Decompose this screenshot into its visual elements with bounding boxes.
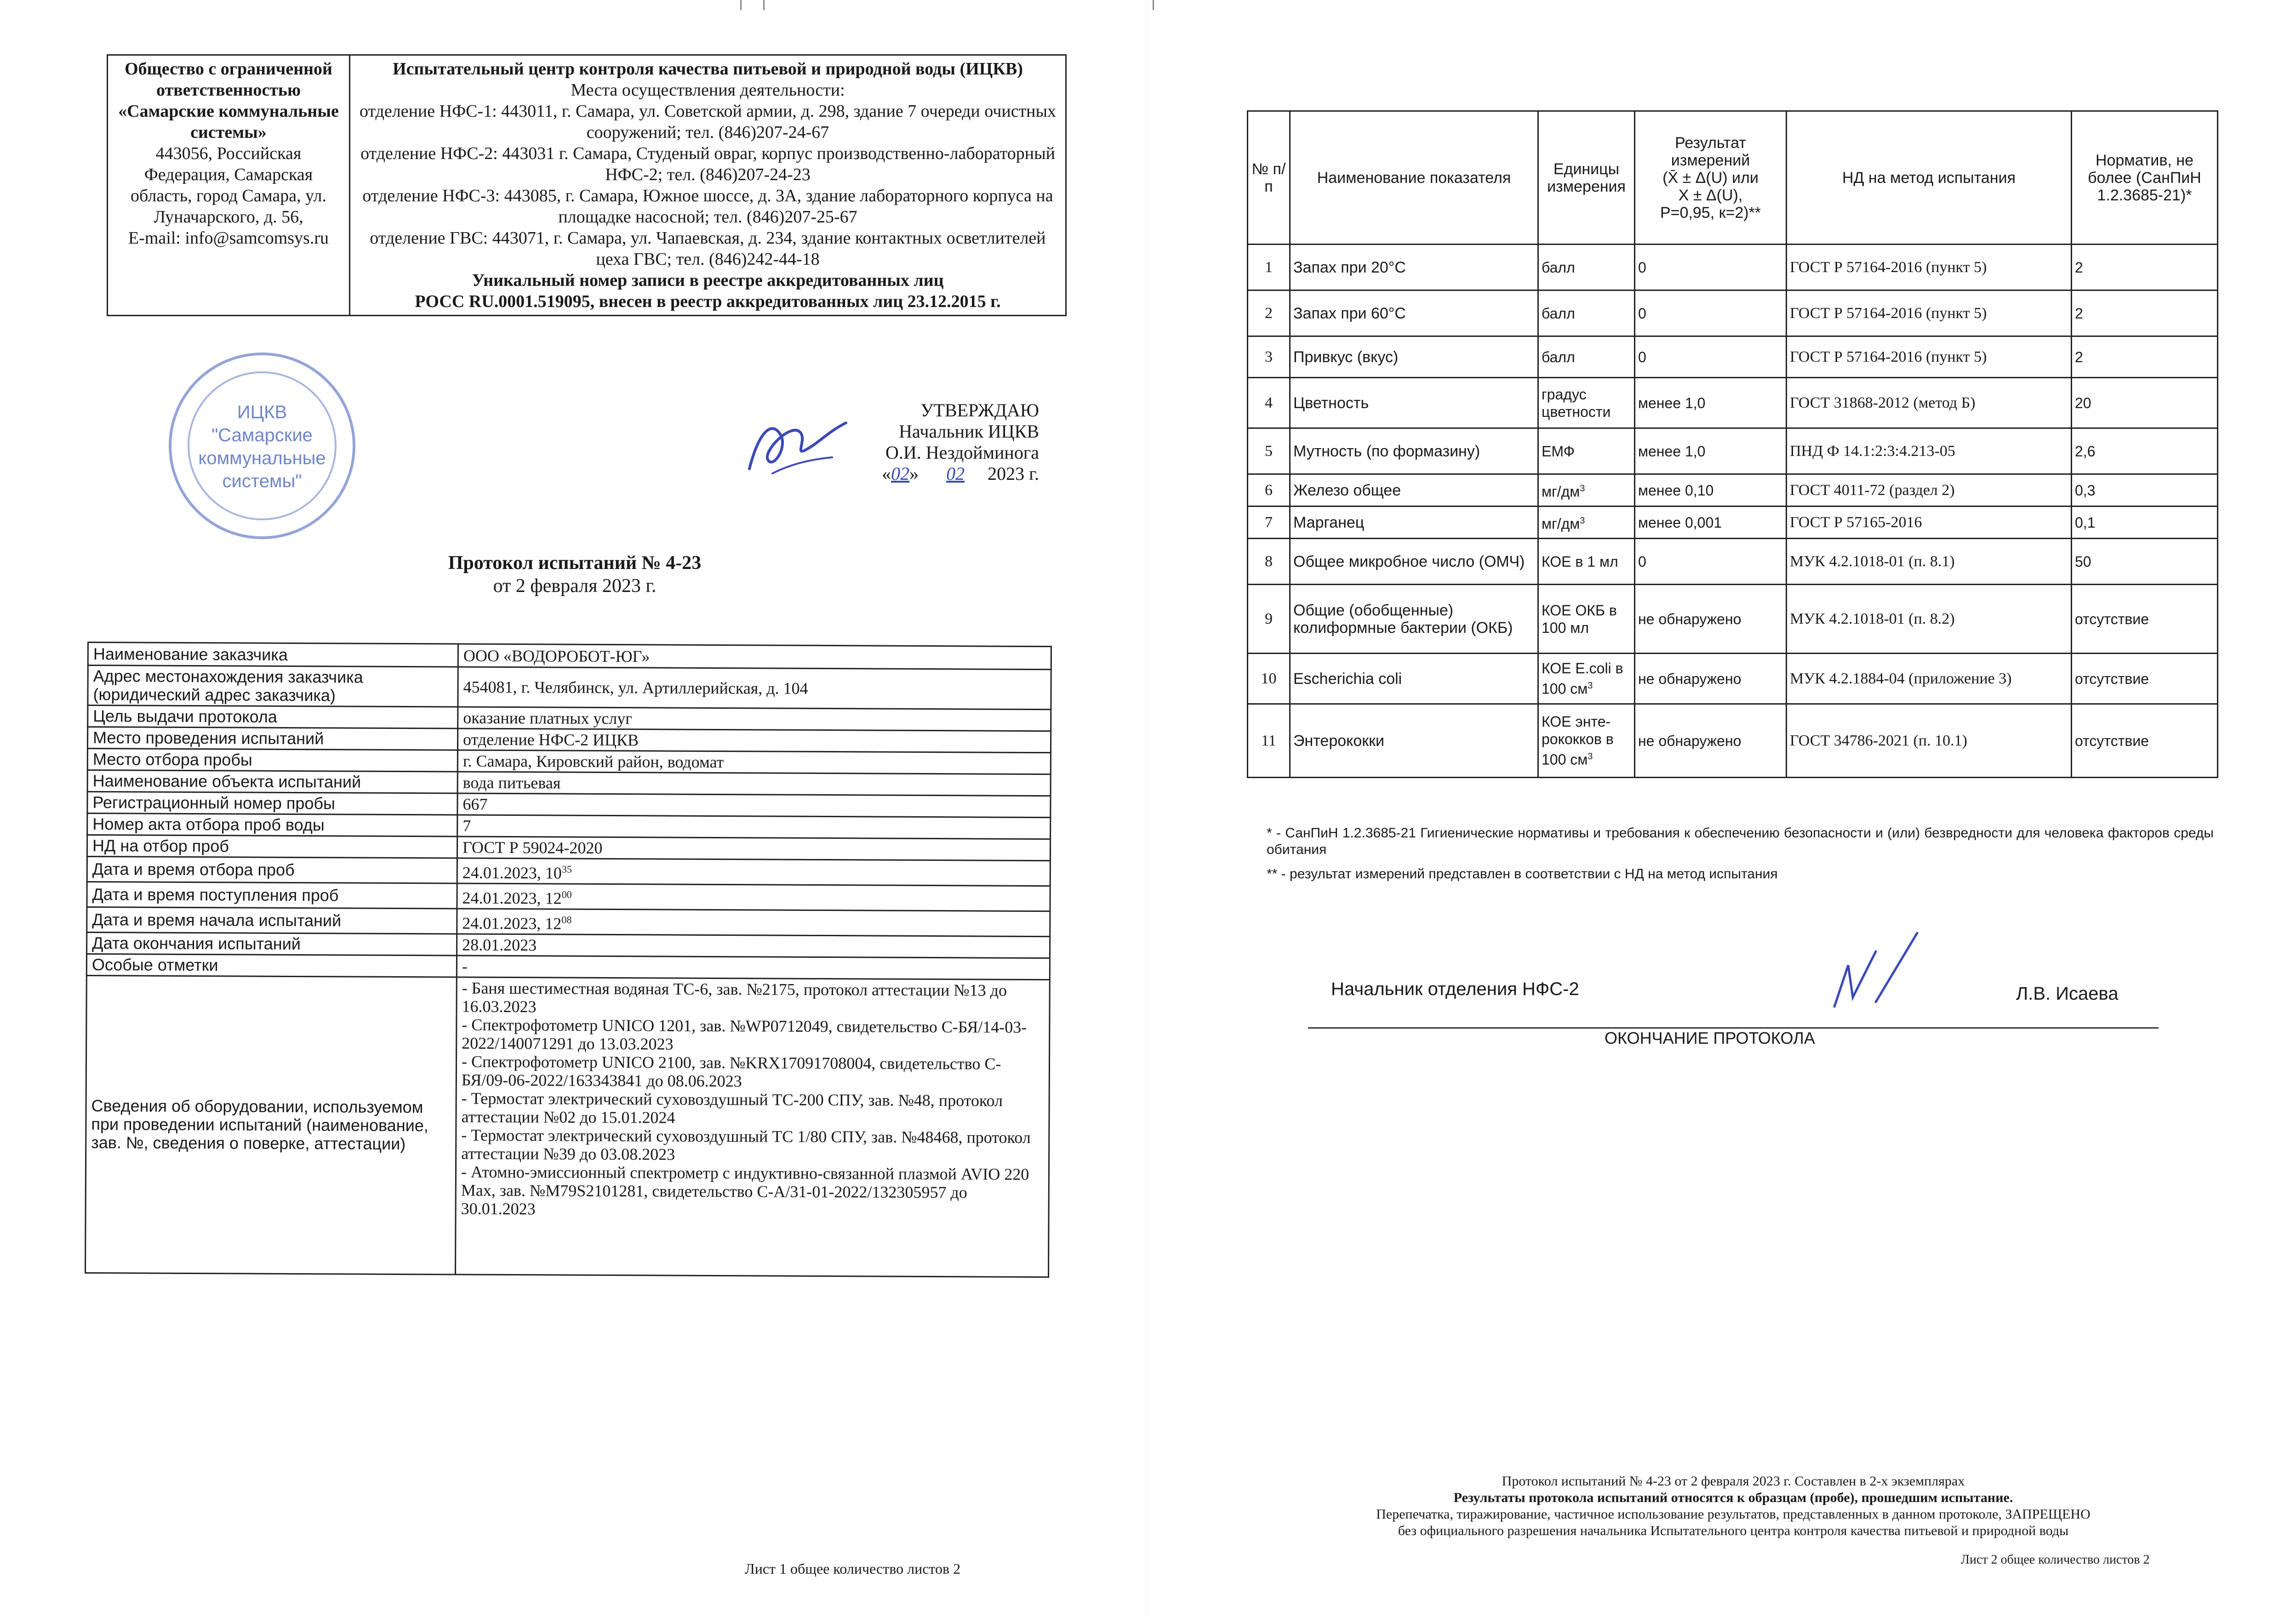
result-norm [2072,585,2218,654]
result-num [1248,336,1290,378]
org-cell [108,55,350,316]
customer-row-value [458,707,1051,731]
result-unit-text: градус цветности [1542,386,1611,420]
customer-row-value-text: 667 [463,795,488,814]
chief-name: Л.В. Исаева [2016,984,2119,1004]
result-name [1290,585,1538,654]
approve-year: 2023 г. [988,463,1039,484]
customer-row [88,666,1051,710]
result-num-text: 7 [1265,513,1273,531]
result-method-text: ГОСТ 4011-72 (раздел 2) [1790,481,1955,499]
approve-word: УТВЕРЖДАЮ [920,400,1039,421]
result-method-text: ГОСТ Р 57164-2016 (пункт 5) [1790,304,1987,322]
customer-row-value [457,815,1051,839]
result-method [1787,290,2072,336]
result-unit [1538,378,1635,428]
page-2 [1148,0,2296,1616]
result-method [1787,474,2072,506]
stamp-line-4: системы" [222,471,302,491]
result-value [1635,290,1787,336]
result-value [1635,336,1787,378]
result-method [1787,704,2072,778]
result-method-text: ГОСТ 34786-2021 (п. 10.1) [1790,732,1967,749]
result-num-text: 9 [1265,610,1273,627]
result-name [1290,539,1538,585]
unit-exponent: 3 [1580,516,1585,526]
result-value-text: не обнаружено [1638,732,1742,749]
col-header-method: НД на метод испытания [1787,111,2072,245]
result-name [1290,245,1538,290]
customer-row-value-text: 28.01.2023 [462,935,537,955]
sheet-counter: Лист 2 общее количество листов 2 [1961,1553,2150,1567]
time-minutes: 35 [561,863,572,875]
result-norm [2072,245,2218,290]
result-norm-text: 2 [2075,348,2083,365]
dept-nfs2: отделение НФС-2: 443031 г. Самара, Студеный овраг, корпус производственно-лабораторный НФС-2; тел. (846)207-24-23 [360,144,1055,184]
customer-row-label: Номер акта отбора проб воды [87,814,457,837]
result-num-text: 3 [1265,348,1273,365]
result-norm-text: 20 [2075,394,2091,411]
result-unit-text: КОЕ ОКБ в 100 мл [1542,602,1617,636]
col-header-unit: Единицы измерения [1538,111,1635,245]
result-header-formula-1: (X̄ ± Δ(U) или [1662,169,1759,187]
approve-date: «02» 02 2023 г. [882,463,1039,484]
result-num-text: 11 [1261,732,1276,749]
customer-row-value-text: ООО «ВОДОРОБОТ-ЮГ» [463,646,650,666]
customer-row-label: Цель выдачи протокола [88,706,458,729]
customer-row-value-text: 454081, г. Челябинск, ул. Артиллерийская, д. 104 [463,677,808,698]
customer-row-value-text: 7 [463,816,471,835]
result-name-text: Общее микробное число (ОМЧ) [1293,552,1525,570]
notice-line-2: Результаты протокола испытаний относятся к образцам (пробе), прошедшим испытание. [1453,1490,2013,1505]
approve-month: 02 [946,463,965,484]
result-header-formula-2: X ± Δ(U), [1678,186,1743,204]
result-unit-text: мг/дм [1542,515,1580,532]
result-method-text: ГОСТ 31868-2012 (метод Б) [1790,394,1976,411]
customer-row-value-text: г. Самара, Кировский район, водомат [463,751,724,772]
result-name [1290,654,1538,704]
dept-gvs: отделение ГВС: 443071, г. Самара, ул. Чапаевская, д. 234, здание контактных осветлителей цеха ГВС; тел. (846)242-44-18 [370,228,1046,269]
result-norm [2072,290,2218,336]
result-row [1248,290,2218,336]
result-method-text: МУК 4.2.1018-01 (п. 8.2) [1790,610,1955,627]
result-method [1787,539,2072,585]
result-row [1248,704,2218,778]
result-header-formula-3: P=0,95, к=2)** [1660,204,1761,222]
customer-row-value [457,750,1051,774]
stamp-line-3: коммунальные [198,448,326,468]
customer-row-label: Дата и время поступления проб [87,882,457,909]
result-name-text: Марганец [1293,513,1365,531]
customer-table [85,642,1052,1278]
customer-row-value-text: вода питьевая [463,773,561,792]
result-name-text: Запах при 20°С [1293,258,1406,276]
chief-title: Начальник отделения НФС-2 [1331,979,1579,999]
org-stamp [166,349,359,542]
result-value-text: 0 [1638,553,1646,570]
result-unit [1538,506,1635,539]
dept-nfs1: отделение НФС-1: 443011, г. Самара, ул. Советской армии, д. 298, здание 7 очереди очистных сооружений; тел. (846)207-24-67 [359,102,1057,142]
unit-exponent: 3 [1580,484,1585,494]
header-table [107,54,1067,316]
result-unit [1538,474,1635,506]
result-unit [1538,539,1635,585]
result-num [1248,585,1290,654]
unit-exponent: 3 [1588,681,1593,691]
result-num-text: 4 [1265,394,1273,411]
result-method [1787,654,2072,704]
customer-row-value [457,934,1050,958]
result-method [1787,506,2072,539]
result-name-text: Привкус (вкус) [1293,348,1399,366]
customer-row-value-text: 24.01.2023, 12 [462,914,562,933]
equipment-row [86,975,1050,1277]
customer-row [87,857,1050,886]
protocol-title: Протокол испытаний № 4-23 [448,552,702,574]
result-row [1248,336,2218,378]
result-value-text: 0 [1638,259,1646,276]
result-name-text: Мутность (по формазину) [1293,442,1480,460]
result-row [1248,654,2218,704]
approve-day: 02 [891,463,910,484]
result-norm [2072,378,2218,428]
result-value [1635,704,1787,778]
result-value [1635,428,1787,474]
result-method [1787,378,2072,428]
result-name [1290,290,1538,336]
result-num [1248,378,1290,428]
result-name [1290,378,1538,428]
result-num [1248,539,1290,585]
result-row [1248,585,2218,654]
result-unit-text: балл [1542,259,1575,276]
customer-row [88,643,1051,670]
result-norm-text: 2 [2075,259,2083,276]
equipment-item: - Баня шестиместная водяная ТС-6, зав. №2175, протокол аттестации №13 до 16.03.2023 [462,979,1007,1016]
bottom-notice [1251,1473,2216,1539]
customer-row-label: Дата окончания испытаний [87,933,457,956]
result-method-text: МУК 4.2.1018-01 (п. 8.1) [1790,552,1955,570]
result-num-text: 6 [1265,481,1273,499]
result-num [1248,290,1290,336]
customer-row-label: Место проведения испытаний [87,727,457,751]
result-unit [1538,654,1635,704]
customer-row-label: Адрес местонахождения заказчика (юридический адрес заказчика) [88,666,458,707]
result-row [1248,474,2218,506]
customer-row-value [457,909,1050,937]
result-name [1290,428,1538,474]
customer-row-value-text: отделение НФС-2 ИЦКВ [463,730,639,750]
result-norm-text: 0,1 [2075,514,2096,531]
customer-row-value-text: 24.01.2023, 10 [462,863,562,882]
unit-exponent: 3 [1588,751,1593,762]
result-num-text: 8 [1265,552,1273,570]
result-name [1290,704,1538,778]
result-num [1248,245,1290,290]
protocol-title-block [322,552,828,597]
equipment-list [455,977,1050,1277]
result-num [1248,704,1290,778]
customer-row-label: Особые отметки [86,954,457,978]
equipment-label: Сведения об оборудовании, используемом при проведении испытаний (наименование, зав. №, сведения о поверке, аттестации) [86,975,457,1275]
scan-mark [763,0,765,10]
scan-mark [740,0,742,10]
result-value [1635,245,1787,290]
result-method [1787,245,2072,290]
result-num-text: 10 [1261,670,1277,687]
result-value [1635,474,1787,506]
result-num [1248,428,1290,474]
customer-row-value [457,793,1051,818]
result-num-text: 5 [1265,442,1273,460]
customer-row-label: Место отбора пробы [87,749,457,772]
result-name-text: Общие (обобщенные) колиформные бактерии (ОКБ) [1293,601,1513,637]
customer-row-value [457,956,1050,980]
result-row [1248,539,2218,585]
customer-row-value [458,667,1051,710]
accreditation-number: РОСС RU.0001.519095, внесен в реестр аккредитованных лиц 23.12.2015 г. [415,292,1001,311]
notice-line-4: без официального разрешения начальника Испытательного центра контроля качества питьевой и природной воды [1398,1523,2069,1538]
result-unit-text: балл [1542,348,1575,365]
result-norm-text: отсутствие [2075,732,2149,749]
col-header-norm: Норматив, не более (СанПиН 1.2.3685-21)* [2072,111,2218,245]
result-norm-text: 2 [2075,305,2083,322]
result-norm-text: отсутствие [2075,610,2149,627]
customer-row-value [457,883,1050,911]
result-norm [2072,428,2218,474]
end-of-protocol: ОКОНЧАНИЕ ПРОТОКОЛА [1605,1029,1815,1047]
footnote-sanpin: * - СанПиН 1.2.3685-21 Гигиенические нормативы и требования к обеспечению безопасности и (или) безвредности для человека факторов среды обитания [1267,825,2214,857]
customer-row-value [457,772,1051,796]
org-address: 443056, Российская Федерация, Самарская область, город Самара, ул. Луначарского, д. 56, [131,144,326,227]
result-value [1635,585,1787,654]
result-unit-text: балл [1542,305,1575,322]
result-header-title: Результат измерений [1671,134,1750,169]
chief-signature [1821,924,1931,1016]
result-unit-text: КОЕ в 1 мл [1542,553,1618,570]
result-norm [2072,704,2218,778]
result-unit-text: КОЕ E.coli в 100 см [1542,660,1623,697]
result-unit [1538,428,1635,474]
result-value-text: не обнаружено [1638,610,1742,627]
lab-title: Испытательный центр контроля качества питьевой и природной воды (ИЦКВ) [393,59,1023,79]
results-table [1247,110,2218,778]
result-row [1248,378,2218,428]
result-num [1248,654,1290,704]
result-num [1248,474,1290,506]
result-value-text: менее 1,0 [1638,394,1706,411]
time-minutes: 00 [561,888,572,900]
dept-nfs3: отделение НФС-3: 443085, г. Самара, Южное шоссе, д. 3А, здание лабораторного корпуса на площадке насосной; тел. (846)207-25-67 [362,186,1053,227]
result-name [1290,506,1538,539]
customer-row [87,907,1050,937]
customer-row-label: Регистрационный номер пробы [87,792,457,815]
result-name-text: Escherichia coli [1293,670,1402,688]
result-method-text: ГОСТ Р 57165-2016 [1790,513,1922,531]
scan-mark [1153,0,1154,10]
result-method-text: МУК 4.2.1884-04 (приложение 3) [1790,670,2012,687]
equipment-item: - Спектрофотометр UNICO 1201, зав. №WP0712049, свидетельство С-БЯ/14-03-2022/140071291 до 13.03.2023 [462,1015,1027,1053]
result-value [1635,654,1787,704]
equipment-item: - Спектрофотометр UNICO 2100, зав. №KRX17091708004, свидетельство С-БЯ/09-06-2022/163343841 до 08.06.2023 [461,1052,1001,1091]
notice-line-1: Протокол испытаний № 4-23 от 2 февраля 2023 г. Составлен в 2-х экземплярах [1502,1474,1965,1489]
customer-row-value-text: оказание платных услуг [463,708,633,728]
org-email: E-mail: info@samcomsys.ru [128,228,329,248]
result-norm-text: отсутствие [2075,670,2149,687]
result-value-text: не обнаружено [1638,670,1742,687]
result-value-text: 0 [1638,305,1646,322]
result-method [1787,585,2072,654]
result-name-text: Энтерококки [1293,732,1385,750]
footnote-result: ** - результат измерений представлен в соответствии с НД на метод испытания [1267,866,1778,882]
result-value-text: менее 1,0 [1638,443,1706,460]
result-row [1248,245,2218,290]
result-name [1290,336,1538,378]
result-row [1248,428,2218,474]
result-value [1635,506,1787,539]
result-norm [2072,336,2218,378]
customer-row [87,882,1050,911]
result-value-text: менее 0,10 [1638,482,1714,499]
result-unit [1538,290,1635,336]
result-value [1635,378,1787,428]
result-unit [1538,704,1635,778]
result-norm [2072,654,2218,704]
result-norm-text: 0,3 [2075,482,2096,499]
customer-row-value-text: 24.01.2023, 12 [462,888,562,908]
result-num-text: 1 [1265,258,1273,276]
result-value-text: менее 0,001 [1638,514,1722,531]
col-header-num: № п/п [1248,111,1290,245]
customer-row-value [458,644,1051,670]
result-unit [1538,336,1635,378]
result-norm-text: 2,6 [2075,443,2096,460]
result-value-text: 0 [1638,348,1646,365]
result-method-text: ГОСТ Р 57164-2016 (пункт 5) [1790,348,1987,365]
approval-block [690,400,1039,484]
customer-row-label: Наименование объекта испытаний [87,770,457,794]
result-method [1787,336,2072,378]
places-heading: Места осуществления деятельности: [571,80,845,100]
result-unit-text: мг/дм [1542,483,1580,500]
customer-row-label: НД на отбор проб [87,835,457,859]
result-norm [2072,539,2218,585]
result-method-text: ГОСТ Р 57164-2016 (пункт 5) [1790,258,1987,276]
result-unit-text: КОЕ энте-рококков в 100 см [1542,713,1614,768]
equipment-item: - Термостат электрический суховоздушный ТС-200 СПУ, зав. №48, протокол аттестации №02 до 15.01.2024 [461,1089,1003,1127]
protocol-date: от 2 февраля 2023 г. [493,575,657,597]
accreditation-heading: Уникальный номер записи в реестре аккредитованных лиц [472,271,944,290]
result-method-text: ПНД Ф 14.1:2:3:4.213-05 [1790,442,1955,460]
customer-row-label: Дата и время начала испытаний [87,907,457,934]
customer-row-value [457,728,1051,753]
approve-name: О.И. Нездойминога [885,442,1039,463]
result-name-text: Запах при 60°С [1293,304,1406,322]
customer-row-value-text: - [462,957,468,976]
equipment-item: - Термостат электрический суховоздушный ТС 1/80 СПУ, зав. №48468, протокол аттестации №39 до 03.08.2023 [461,1126,1031,1164]
sheet-counter: Лист 1 общее количество листов 2 [745,1560,961,1577]
result-norm [2072,474,2218,506]
stamp-line-2: "Самарские [211,425,313,445]
result-name-text: Железо общее [1293,481,1401,499]
lab-cell [350,55,1066,316]
customer-row-value [457,858,1050,886]
notice-line-3: Перепечатка, тиражирование, частичное использование результатов, представленных в данном протоколе, ЗАПРЕЩЕНО [1376,1507,2090,1522]
result-norm-text: 50 [2075,553,2091,570]
customer-row-value [457,836,1050,861]
result-unit [1538,245,1635,290]
result-norm [2072,506,2218,539]
customer-row-value-text: ГОСТ Р 59024-2020 [462,838,603,857]
result-unit-text: ЕМФ [1542,443,1575,460]
result-unit [1538,585,1635,654]
result-name-text: Цветность [1293,394,1369,412]
result-name [1290,474,1538,506]
col-header-name: Наименование показателя [1290,111,1538,245]
col-header-result [1635,111,1787,245]
result-value [1635,539,1787,585]
stamp-line-1: ИЦКВ [237,402,287,422]
customer-row-label: Дата и время отбора проб [87,857,457,884]
org-name: Общество с ограниченной ответственностью «Самарские коммунальные системы» [118,59,339,142]
customer-row-label: Наименование заказчика [88,643,458,667]
equipment-item: - Атомно-эмиссионный спектрометр с индуктивно-связанной плазмой AVIO 220 Max, зав. №M79S2101281, свидетельство С-А/31-01-2022/132305957 до 30.01.2023 [461,1162,1029,1218]
result-num-text: 2 [1265,304,1273,322]
result-row [1248,506,2218,539]
approve-position: Начальник ИЦКВ [899,421,1039,442]
result-method [1787,428,2072,474]
result-num [1248,506,1290,539]
time-minutes: 08 [561,914,572,926]
